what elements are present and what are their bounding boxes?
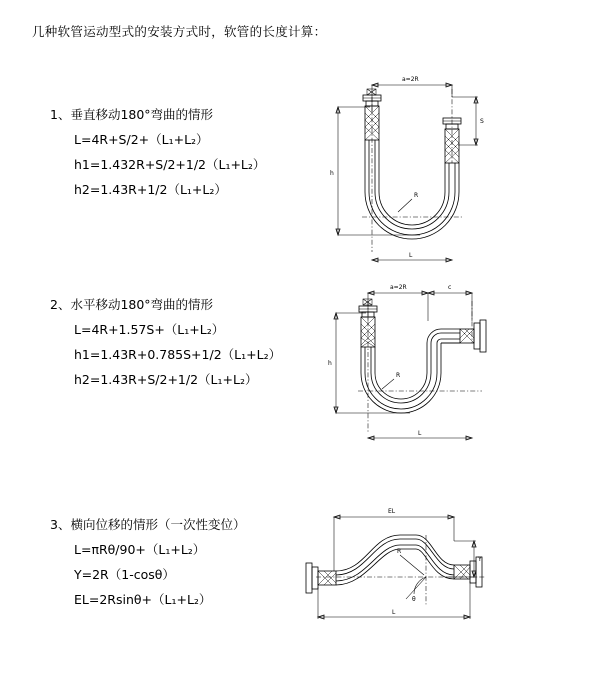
page-title: 几种软管运动型式的安装方式时，软管的长度计算： bbox=[32, 24, 327, 39]
section-3-title bbox=[50, 515, 310, 533]
section-2-title-text: 水平移动180°弯曲的情形 bbox=[70, 297, 214, 312]
svg-text:L: L bbox=[418, 430, 422, 437]
svg-text:L: L bbox=[392, 609, 396, 616]
section-2-formula-3: h2=1.43R+S/2+1/2（L₁+L₂） bbox=[74, 372, 258, 387]
svg-text:θ: θ bbox=[412, 596, 416, 603]
svg-text:c: c bbox=[448, 284, 452, 291]
section-3-title-text: 横向位移的情形（一次性变位） bbox=[70, 517, 246, 532]
section-2-formula-1: L=4R+1.57S+（L₁+L₂） bbox=[74, 322, 225, 337]
section-2-text bbox=[50, 295, 310, 395]
section-3-text bbox=[50, 515, 310, 615]
section-1-number: 1、 bbox=[50, 107, 71, 122]
section-1-formula-1: L=4R+S/2+（L₁+L₂） bbox=[74, 132, 209, 147]
svg-text:R: R bbox=[414, 192, 419, 199]
section-1-title-text: 垂直移动180°弯曲的情形 bbox=[70, 107, 214, 122]
section-3-number: 3、 bbox=[50, 517, 71, 532]
section-1-title bbox=[50, 105, 310, 123]
svg-text:Y: Y bbox=[478, 556, 482, 563]
svg-text:a=2R: a=2R bbox=[402, 76, 419, 83]
svg-text:h: h bbox=[328, 360, 332, 367]
svg-text:EL: EL bbox=[388, 508, 396, 515]
section-2-number: 2、 bbox=[50, 297, 71, 312]
section-3-formula-3: EL=2Rsinθ+（L₁+L₂） bbox=[74, 592, 212, 607]
section-3-formula-1: L=πRθ/90+（L₁+L₂） bbox=[74, 542, 206, 557]
diagram-horizontal-180 bbox=[310, 273, 495, 453]
section-1-formula-3: h2=1.43R+1/2（L₁+L₂） bbox=[74, 182, 227, 197]
section-1-text bbox=[50, 105, 310, 205]
diagram-vertical-180 bbox=[310, 67, 495, 277]
section-2-formula-2: h1=1.43R+0.785S+1/2（L₁+L₂） bbox=[74, 347, 282, 362]
svg-text:R: R bbox=[397, 548, 402, 555]
svg-text:a=2R: a=2R bbox=[390, 284, 407, 291]
svg-text:S: S bbox=[480, 118, 484, 125]
section-3-formula-2: Y=2R（1-cosθ） bbox=[74, 567, 175, 582]
section-1-formula-2: h1=1.432R+S/2+1/2（L₁+L₂） bbox=[74, 157, 266, 172]
section-2-title bbox=[50, 295, 310, 313]
svg-text:L: L bbox=[409, 252, 413, 259]
svg-text:R: R bbox=[396, 372, 401, 379]
diagram-lateral-offset bbox=[296, 495, 496, 635]
svg-text:h: h bbox=[330, 170, 334, 177]
